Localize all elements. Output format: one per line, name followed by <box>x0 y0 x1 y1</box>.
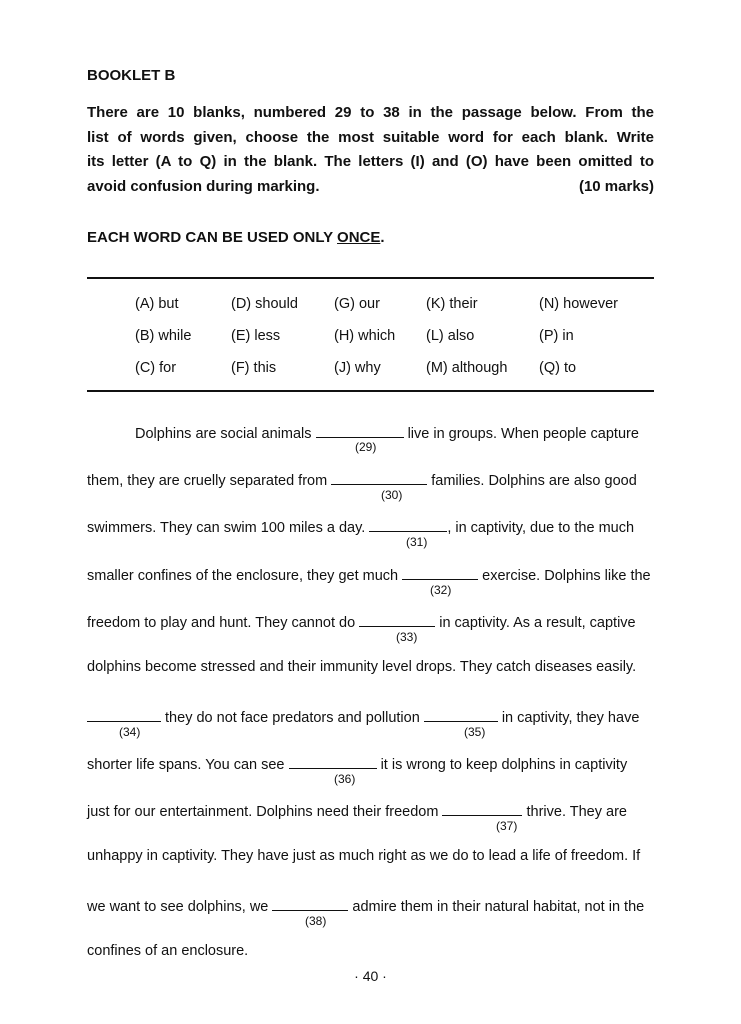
passage-line-6: dolphins become stressed and their immunity level drops. They catch diseases easily. <box>87 659 637 675</box>
passage-text: thrive. They are <box>526 804 627 820</box>
blank-30[interactable] <box>331 470 427 485</box>
blank-35[interactable] <box>424 707 498 722</box>
blank-number-34: (34) <box>119 725 141 739</box>
passage-text: in captivity. As a result, captive <box>439 615 636 631</box>
passage-line-1 <box>135 423 639 442</box>
passage-line-3 <box>87 517 634 536</box>
page-number: · 40 · <box>354 968 387 984</box>
option-j: (J) why <box>334 360 381 376</box>
blank-32[interactable] <box>402 565 478 580</box>
passage-line-12: confines of an enclosure. <box>87 943 249 959</box>
option-k: (K) their <box>426 296 478 312</box>
passage-text: shorter life spans. You can see <box>87 757 285 773</box>
top-divider <box>87 277 654 279</box>
passage-line-5 <box>87 612 636 631</box>
passage-line-4 <box>87 565 651 584</box>
usage-rule-emphasis: ONCE <box>337 229 381 246</box>
option-p: (P) in <box>539 328 574 344</box>
passage-line-10: unhappy in captivity. They have just as much right as we do to lead a life of freedom. If <box>87 848 641 864</box>
option-a: (A) but <box>135 296 179 312</box>
option-l: (L) also <box>426 328 475 344</box>
instruction-line-1: There are 10 blanks, numbered 29 to 38 in the passage below. From the <box>87 104 654 121</box>
passage-line-7 <box>87 707 639 726</box>
blank-number-35: (35) <box>464 725 486 739</box>
option-d: (D) should <box>231 296 298 312</box>
passage-text: it is wrong to keep dolphins in captivity <box>380 757 628 773</box>
option-n: (N) however <box>539 296 618 312</box>
passage-text: families. Dolphins are also good <box>431 473 637 489</box>
passage-text: exercise. Dolphins like the <box>482 568 651 584</box>
passage-text: in captivity, they have <box>501 710 640 726</box>
passage-line-9 <box>87 801 627 820</box>
passage-line-11 <box>87 896 644 915</box>
passage-text: smaller confines of the enclosure, they get much <box>87 568 399 584</box>
passage-text: they do not face predators and pollution <box>165 710 420 726</box>
passage-text: freedom to play and hunt. They cannot do <box>87 615 356 631</box>
option-g: (G) our <box>334 296 380 312</box>
blank-number-33: (33) <box>396 630 418 644</box>
passage-line-8 <box>87 754 627 773</box>
option-m: (M) although <box>426 360 508 376</box>
option-e: (E) less <box>231 328 281 344</box>
passage-text: them, they are cruelly separated from <box>87 473 328 489</box>
booklet-heading: BOOKLET B <box>87 67 176 84</box>
instructions <box>87 101 654 199</box>
option-c: (C) for <box>135 360 177 376</box>
blank-36[interactable] <box>289 754 377 769</box>
option-b: (B) while <box>135 328 192 344</box>
passage-text: swimmers. They can swim 100 miles a day. <box>87 520 366 536</box>
blank-34[interactable] <box>87 707 161 722</box>
instruction-line-3: its letter (A to Q) in the blank. The letters (I) and (O) have been omitted to <box>87 153 654 170</box>
blank-number-37: (37) <box>496 819 518 833</box>
option-h: (H) which <box>334 328 396 344</box>
instruction-line-2: list of words given, choose the most suitable word for each blank. Write <box>87 128 654 146</box>
passage-text: we want to see dolphins, we <box>87 899 269 915</box>
blank-number-30: (30) <box>381 488 403 502</box>
marks-label: (10 marks) <box>578 177 654 195</box>
bottom-divider <box>87 390 654 392</box>
passage-text: just for our entertainment. Dolphins need their freedom <box>87 804 439 820</box>
passage-line-2 <box>87 470 637 489</box>
usage-rule-text: EACH WORD CAN BE USED ONLY <box>87 229 338 246</box>
blank-33[interactable] <box>359 612 435 627</box>
blank-number-31: (31) <box>406 535 428 549</box>
blank-37[interactable] <box>442 801 522 816</box>
passage-text: admire them in their natural habitat, not in the <box>352 899 645 915</box>
passage-text: live in groups. When people capture <box>407 426 639 442</box>
blank-29[interactable] <box>316 423 404 438</box>
blank-38[interactable] <box>272 896 348 911</box>
usage-rule <box>87 229 385 246</box>
option-q: (Q) to <box>539 360 577 376</box>
blank-31[interactable] <box>369 517 447 532</box>
option-f: (F) this <box>231 360 277 376</box>
instruction-last-text: avoid confusion during marking. <box>87 177 320 195</box>
passage-text: Dolphins are social animals <box>135 426 312 442</box>
blank-number-32: (32) <box>430 583 452 597</box>
passage-text: , in captivity, due to the much <box>447 520 635 536</box>
blank-number-29: (29) <box>355 440 377 454</box>
blank-number-38: (38) <box>305 914 327 928</box>
usage-rule-period: . <box>380 229 385 246</box>
instruction-line-4 <box>87 175 654 200</box>
blank-number-36: (36) <box>334 772 356 786</box>
